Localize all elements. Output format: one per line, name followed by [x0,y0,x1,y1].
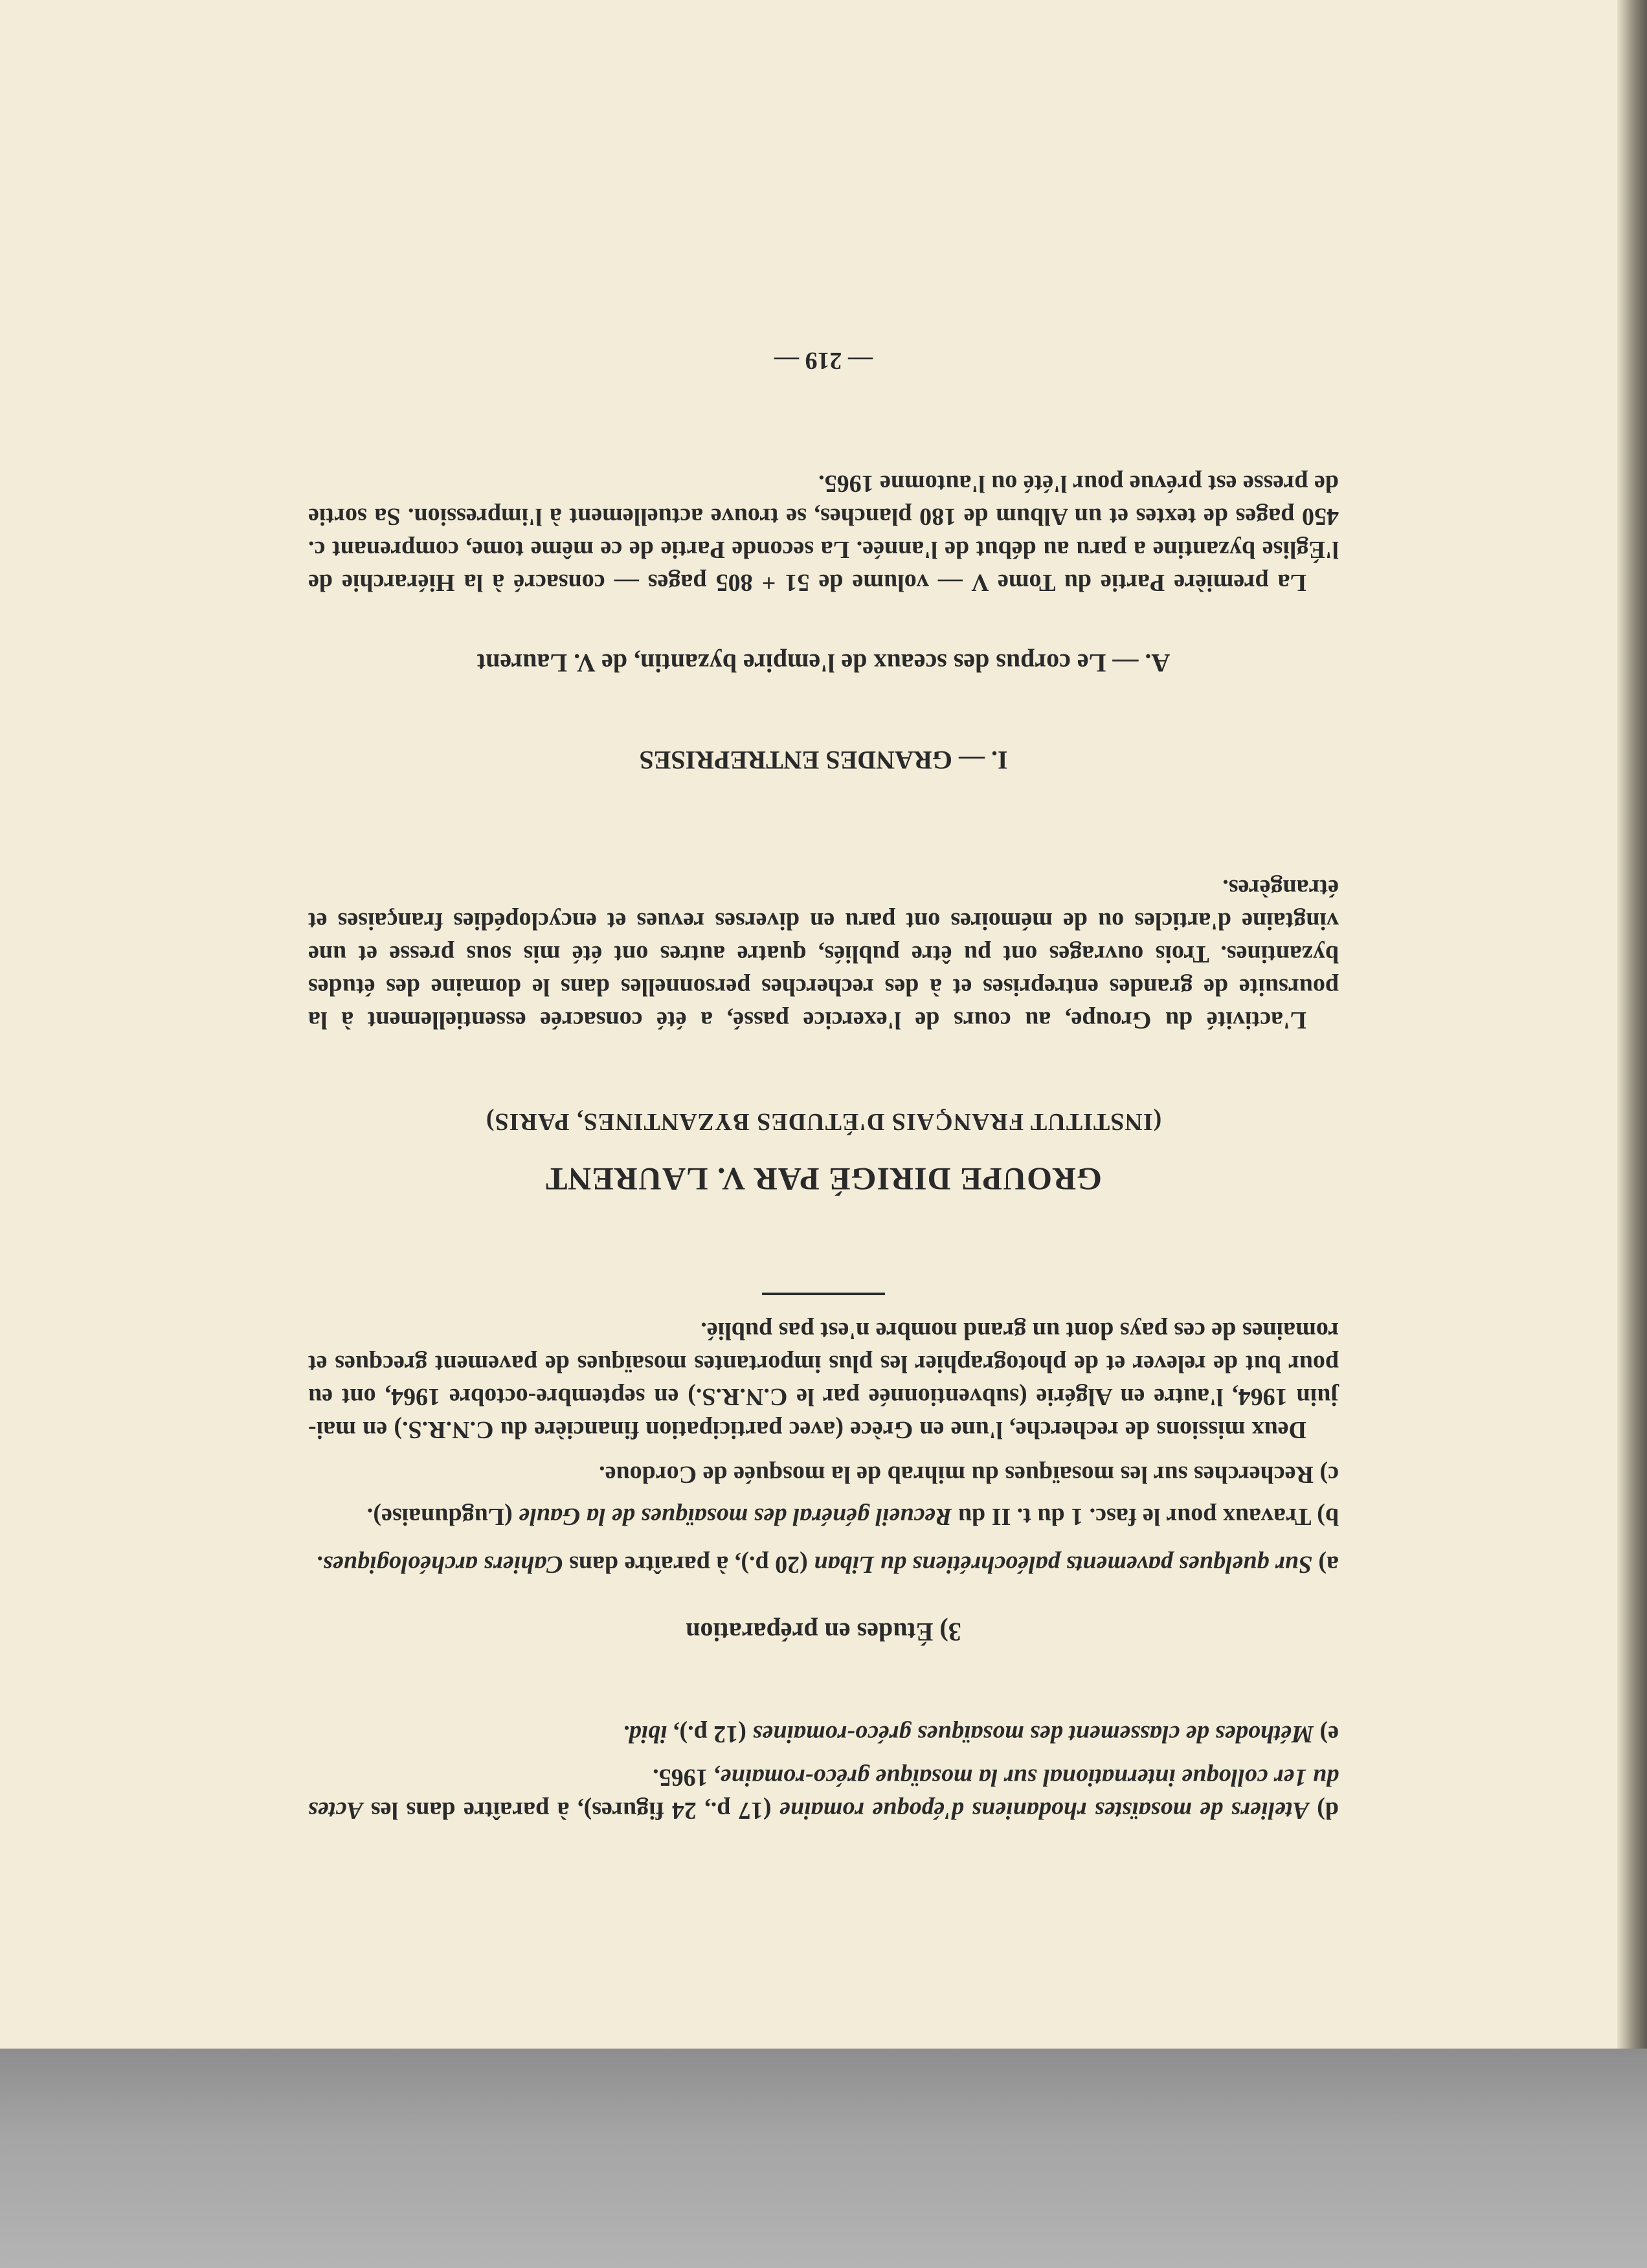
section-divider [762,1293,885,1295]
group-title: GROUPE DIRIGÉ PAR V. LAURENT [544,1161,1103,1197]
page-edge-shadow [1617,0,1647,2049]
section-heading-etudes: 3) Études en préparation [686,1618,961,1647]
section-heading-grandes-entreprises: I. — GRANDES ENTREPRISES [639,746,1008,775]
list-item-c: c) Recherches sur les mosaïques du mihrab de la mosquée de Cordoue. [599,1461,1339,1488]
text-block [308,344,1339,1827]
list-item-e: e) Méthodes de classement des mosaïques gréco-romaines (12 p.), ibid. [622,1720,1339,1748]
scanner-background [0,2049,1647,2268]
list-item-d: d) Ateliers de mosaïstes rhodaniens d'époque romaine (17 p., 24 figures), à paraître dans les Actes du 1er colloque international sur la mosaïque gréco-romaine, 1965. [308,1764,1339,1824]
subsection-heading-corpus: A. — Le corpus des sceaux de l'empire byzantin, de V. Laurent [476,649,1171,678]
corpus-paragraph: La première Partie du Tome V — volume de 51 + 805 pages — consacré à la Hiérarchie de l'Église byzantine a paru au début de l'année. La seconde Partie de ce même tome, comprenant c. 450 pages de textes et un Album de 180 planches, se trouve actuellement à l'impression. Sa sortie de presse est prévue pour l'été ou l'automne 1965. [308,470,1339,596]
group-subtitle: (INSTITUT FRANÇAIS D'ÉTUDES BYZANTINES, PARIS) [485,1108,1162,1135]
list-item-a: a) Sur quelques pavements paléochrétiens du Liban (20 p.), à paraître dans Cahiers archéologiques. [317,1551,1339,1578]
page-number: — 219 — [774,347,873,374]
missions-paragraph: Deux missions de recherche, l'une en Grèce (avec participation financière du C.N.R.S.) en mai-juin 1964, l'autre en Algérie (subventionnée par le C.N.R.S.) en septembre-octobre 1964, ont eu pour but de relever et de photographier les plus importantes mosaïques de pavement grecques et romaines de ces pays dont un grand nombre n'est pas publié. [308,1317,1339,1443]
list-item-b: b) Travaux pour le fasc. 1 du t. II du Recueil général des mosaïques de la Gaule (Lugdunaise). [366,1503,1339,1530]
activity-paragraph: L'activité du Groupe, au cours de l'exercice passé, a été consacrée essentiellement à la poursuite de grandes entreprises et à des recherches personnelles dans le domaine des études byzantines. Trois ouvrages ont pu être publiés, quatre autres ont été mis sous presse et une vingtaine d'articles ou de mémoires ont paru en diverses revues et encyclopédies françaises et étrangères. [308,874,1339,1034]
